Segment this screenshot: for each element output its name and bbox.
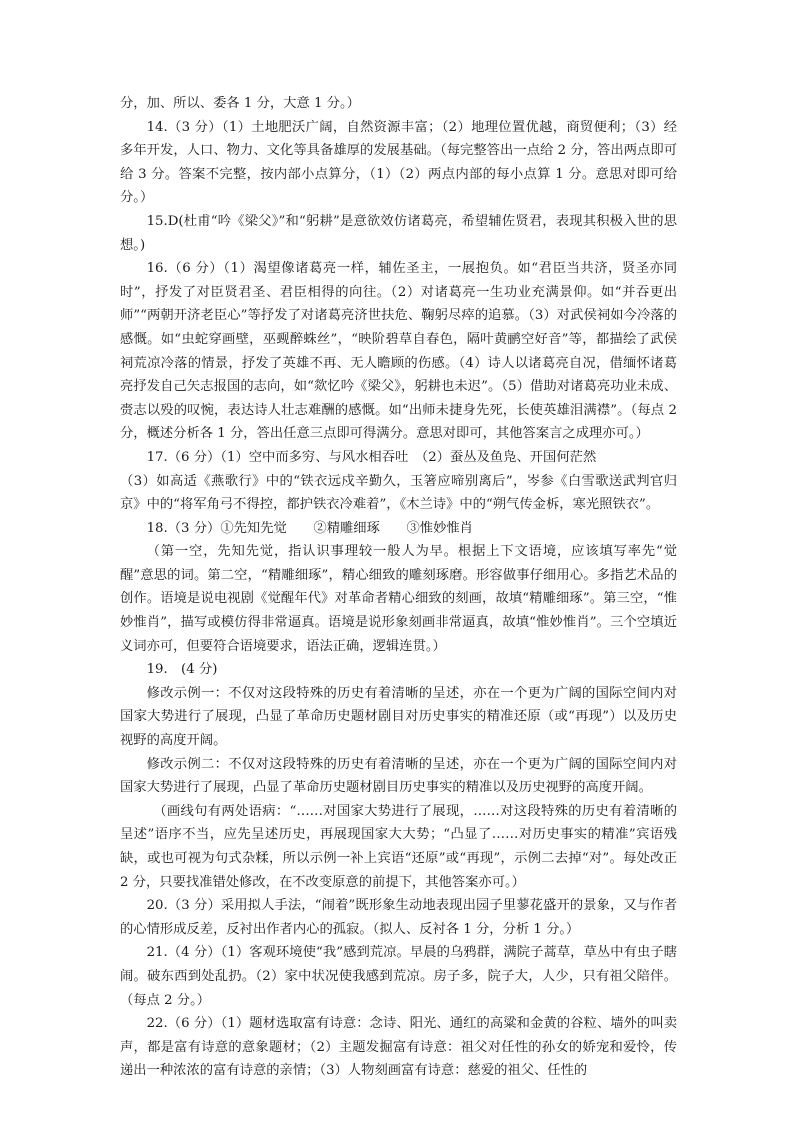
paragraph-q20: 20.（3 分）采用拟人手法，“闹着”既形象生动地表现出园子里蓼花盛开的景象，又与作者的心情形成反差，反衬出作者内心的孤寂。（拟人、反衬各 1 分，分析 1 分。） — [120, 898, 677, 937]
paragraph-q21: 21.（4 分）（1）客观环境使“我”感到荒凉。早晨的乌鸦群，满院子蒿草，草丛中有虫子瞎闹。破东西到处乱扔。（2）家中状况使我感到荒凉。房子多，院子大，人少，只有祖父陪伴。（每点 2 分。） — [120, 945, 677, 1008]
paragraph-q19-explanation: （画线句有两处语病：“……对国家大势进行了展现，……对这段特殊的历史有着清晰的呈述”语序不当，应先呈述历史，再展现国家大大势；“凸显了……对历史事实的精准”宾语残缺，或也可视为句式杂糅，所以示例一补上宾语“还原”或“再现”，示例二去掉“对”。每处改正 2 分，只要找准错处修改，在不改变原意的前提下，其他答案亦可。） — [120, 803, 677, 890]
paragraph-q19: 19. (4 分) — [146, 662, 218, 678]
paragraph-q17-part3: （3）如高适《燕歌行》中的“铁衣远戍辛勤久，玉箸应啼别离后”，岑参《白雪歌送武判官归京》中的“将军角弓不得控，都护铁衣冷难着”，《木兰诗》中的“朔气传金柝，寒光照铁衣”。 — [120, 473, 677, 513]
paragraph-q18-explanation: （第一空，先知先觉，指认识事理较一般人为早。根据上下文语境，应该填写率先“觉醒”意思的词。第二空，“精雕细琢”，精心细致的雕刻琢磨。形容做事仔细用心。多指艺术品的创作。语境是说电视剧《觉醒年代》对革命者精心细致的刻画，故填“精雕细琢”。第三空，“惟妙惟肖”，描写或模仿得非常逼真。语境是说形象刻画非常逼真，故填“惟妙惟肖”。三个空填近义词亦可，但要符合语境要求，语法正确，逻辑连贯。） — [120, 544, 677, 654]
paragraph-0: 分，加、所以、委各 1 分，大意 1 分。） — [120, 96, 360, 111]
answer-key-page — [120, 92, 677, 1083]
paragraph-q15: 15.D(杜甫“吟《梁父》”和“躬耕”是意欲效仿诸葛亮，希望辅佐贤君，表现其积极入世的思想。) — [120, 213, 677, 253]
paragraph-q14: 14.（3 分）（1）土地肥沃广阔，自然资源丰富；（2）地理位置优越，商贸便利；（3）经多年开发，人口、物力、文化等具备雄厚的发展基础。（每完整答出一点给 2 分，答出两点即可给 3 分。答案不完整，按内部小点算分，（1）（2）两点内部的每小点算 1 分。意思对即可给分。） — [120, 119, 677, 206]
paragraph-q16: 16.（6 分）（1）渴望像诸葛亮一样，辅佐圣主，一展抱负。如“君臣当共济，贤圣亦同时”，抒发了对臣贤君圣、君臣相得的向往。（2）对诸葛亮一生功业充满景仰。如“并吞更出师”“两朝开济老臣心”等抒发了对诸葛亮济世扶危、鞠躬尽瘁的追慕。（3）对武侯祠如今冷落的感慨。如“虫蛇穿画壁，巫觋醉蛛丝”，“映阶碧草自春色，隔叶黄鹂空好音”等，都描绘了武侯祠荒凉冷落的情景，抒发了英雄不再、无人瞻顾的伤感。（4）诗人以诸葛亮自况，借缅怀诸葛亮抒发自己矢志报国的志向，如“欻忆吟《梁父》，躬耕也未迟”。（5）借助对诸葛亮功业未成、赍志以殁的叹惋，表达诗人壮志难酬的感慨。如“出师未捷身先死，长使英雄泪满襟”。（每点 2 分，概述分析各 1 分，答出任意三点即可得满分。意思对即可，其他答案言之成理亦可。） — [120, 261, 677, 442]
paragraph-q22: 22.（6 分）（1）题材选取富有诗意：念诗、阳光、通红的高粱和金黄的谷粒、墙外的叫卖声，都是富有诗意的意象题材；（2）主题发掘富有诗意：祖父对任性的孙女的娇宠和爱怜，传递出一种浓浓的富有诗意的亲情；（3）人物刻画富有诗意：慈爱的祖父、任性的 — [120, 1016, 677, 1079]
paragraph-q19-example1: 修改示例一：不仅对这段特殊的历史有着清晰的呈述，亦在一个更为广阔的国际空间内对国家大势进行了展现，凸显了革命历史题材剧目对历史事实的精准还原（或“再现”）以及历史视野的高度开阔。 — [120, 685, 677, 749]
paragraph-q19-example2: 修改示例二：不仅对这段特殊的历史有着清晰的呈述，亦在一个更为广阔的国际空间内对国家大势进行了展现，凸显了革命历史题材剧目历史事实的精准以及历史视野的高度开阔。 — [120, 756, 677, 796]
paragraph-q17: 17.（6 分）（1）空中而多穷、与风水相吞吐 （2）蚕丛及鱼凫、开国何茫然 — [146, 449, 597, 465]
paragraph-q18: 18.（3 分）①先知先觉 ②精雕细琢 ③惟妙惟肖 — [146, 520, 473, 536]
